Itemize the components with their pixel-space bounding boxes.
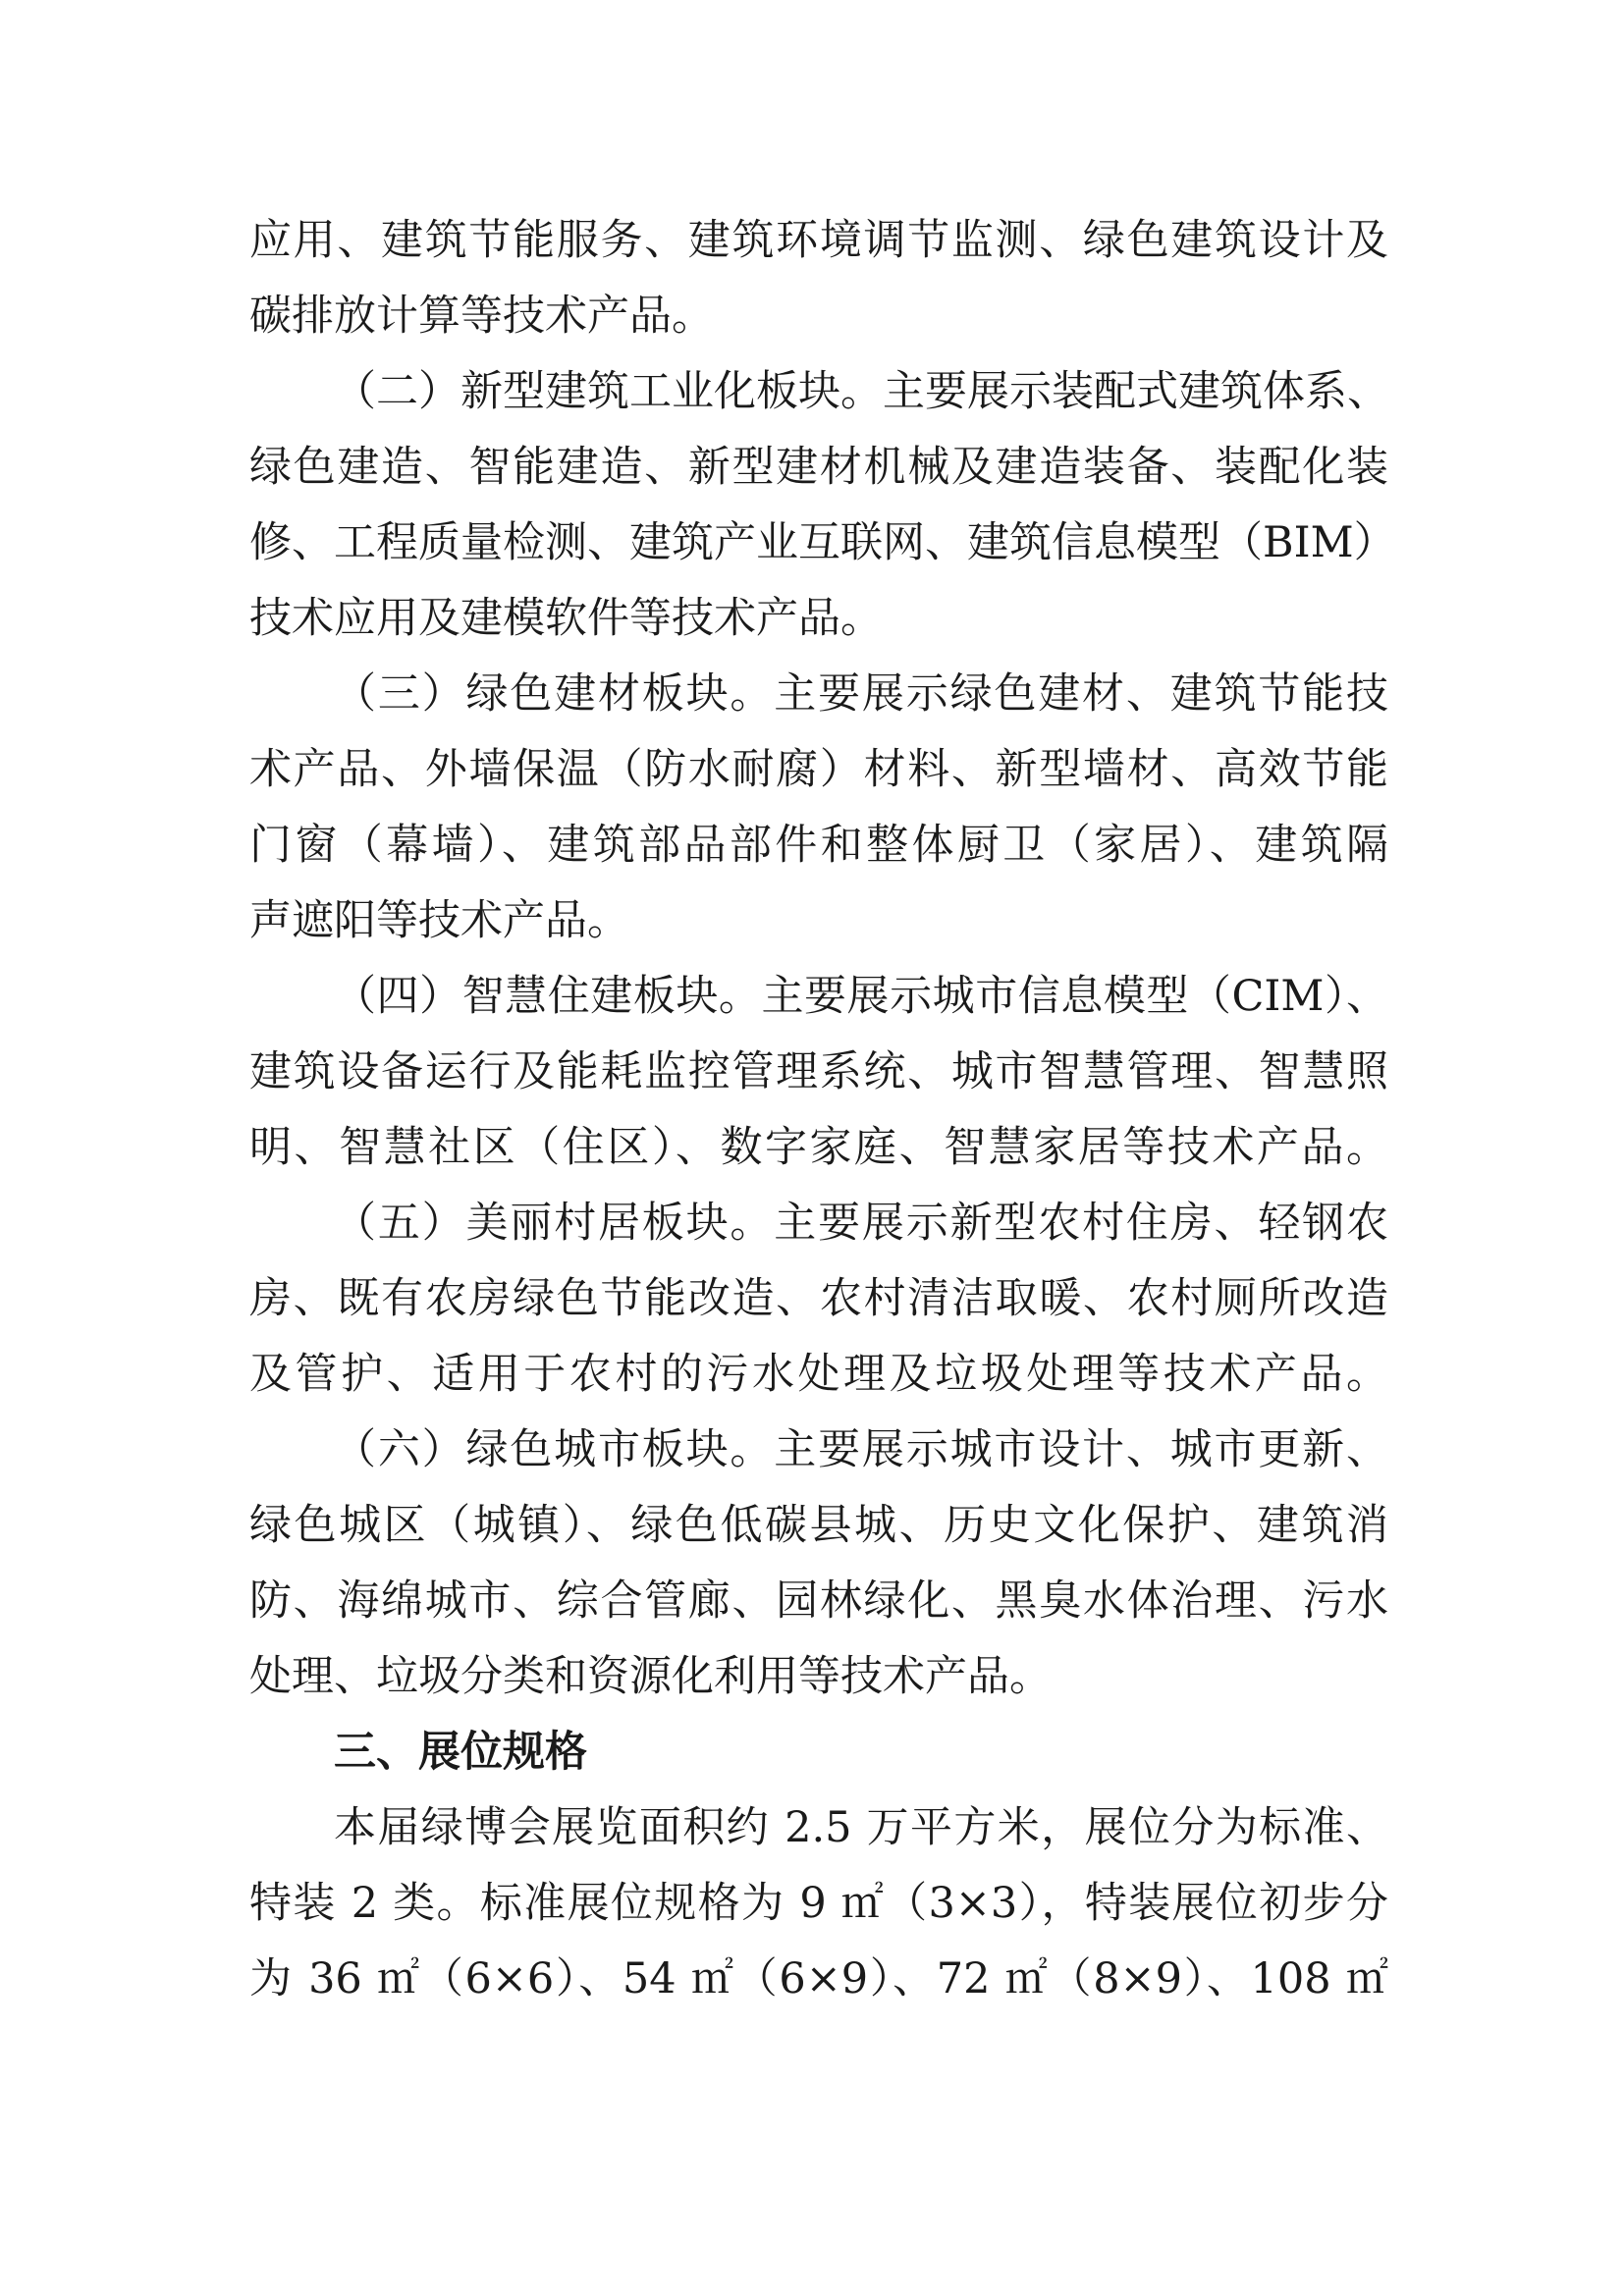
paragraph-7-start: 本届绿博会展览面积约 2.5 万平方米，展位分为标准、 bbox=[334, 1803, 1388, 1852]
text-line: 应用、建筑节能服务、建筑环境调节监测、绿色建筑设计及 bbox=[249, 216, 1388, 265]
text-line: 碳排放计算等技术产品。 bbox=[249, 292, 714, 341]
text-line: 绿色建造、智能建造、新型建材机械及建造装备、装配化装 bbox=[249, 443, 1388, 492]
text-line: 防、海绵城市、综合管廊、园林绿化、黑臭水体治理、污水 bbox=[249, 1576, 1388, 1626]
text-line: 及管护、适用于农村的污水处理及垃圾处理等技术产品。 bbox=[249, 1350, 1388, 1399]
text-line: 术产品、外墙保温（防水耐腐）材料、新型墙材、高效节能 bbox=[249, 745, 1388, 794]
text-line: 声遮阳等技术产品。 bbox=[249, 896, 629, 945]
text-line: 建筑设备运行及能耗监控管理系统、城市智慧管理、智慧照 bbox=[249, 1047, 1388, 1096]
text-line: 门窗（幕墙）、建筑部品部件和整体厨卫（家居）、建筑隔 bbox=[249, 821, 1388, 870]
text-line: 为 36 ㎡（6×6）、54 ㎡（6×9）、72 ㎡（8×9）、108 ㎡ bbox=[249, 1954, 1388, 2003]
paragraph-5-start: （五）美丽村居板块。主要展示新型农村住房、轻钢农 bbox=[334, 1199, 1388, 1248]
section-heading: 三、展位规格 bbox=[334, 1728, 587, 1777]
paragraph-3-start: （三）绿色建材板块。主要展示绿色建材、建筑节能技 bbox=[334, 669, 1388, 719]
text-line: 技术应用及建模软件等技术产品。 bbox=[249, 594, 883, 643]
text-line: 处理、垃圾分类和资源化利用等技术产品。 bbox=[249, 1652, 1052, 1701]
paragraph-2-start: （二）新型建筑工业化板块。主要展示装配式建筑体系、 bbox=[334, 367, 1389, 416]
paragraph-6-start: （六）绿色城市板块。主要展示城市设计、城市更新、 bbox=[334, 1425, 1388, 1474]
text-line: 绿色城区（城镇）、绿色低碳县城、历史文化保护、建筑消 bbox=[249, 1501, 1388, 1550]
text-line: 特装 2 类。标准展位规格为 9 ㎡（3×3），特装展位初步分 bbox=[249, 1879, 1388, 1928]
text-line: 房、既有农房绿色节能改造、农村清洁取暖、农村厕所改造 bbox=[249, 1274, 1388, 1323]
text-line: 修、工程质量检测、建筑产业互联网、建筑信息模型（BIM） bbox=[249, 518, 1396, 567]
paragraph-4-start: （四）智慧住建板块。主要展示城市信息模型（CIM）、 bbox=[334, 972, 1388, 1021]
text-line: 明、智慧社区（住区）、数字家庭、智慧家居等技术产品。 bbox=[249, 1123, 1388, 1172]
